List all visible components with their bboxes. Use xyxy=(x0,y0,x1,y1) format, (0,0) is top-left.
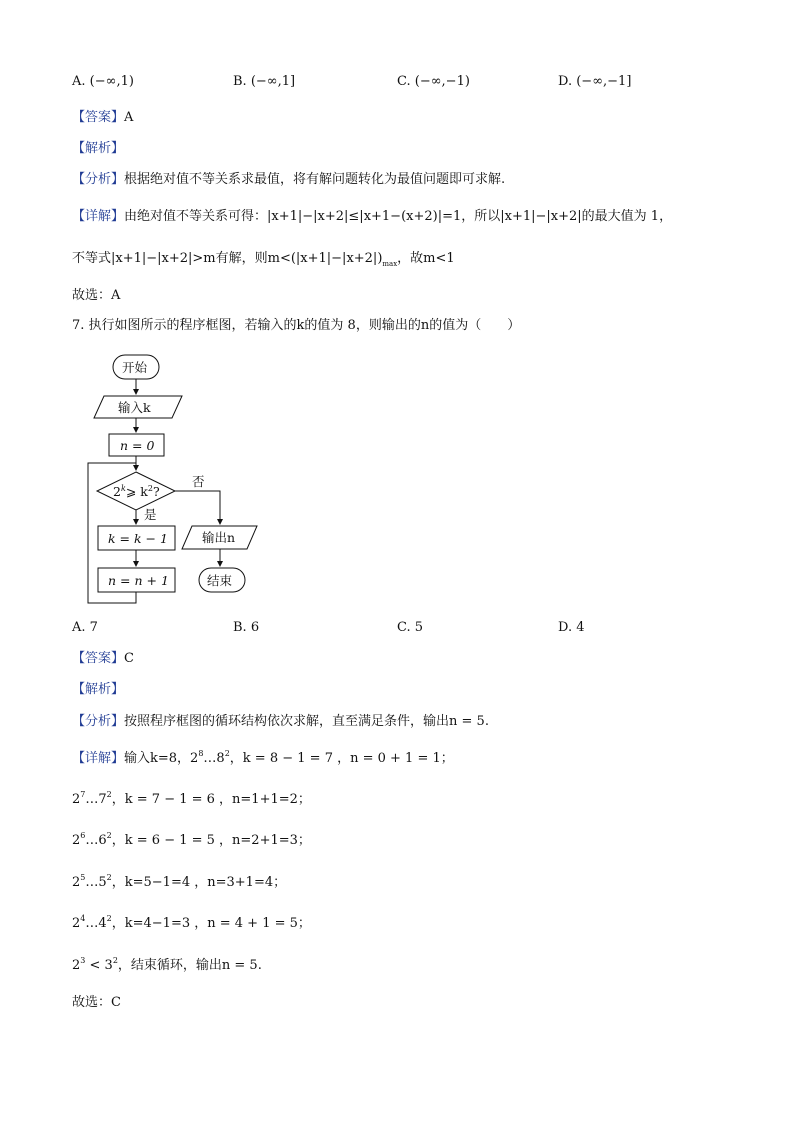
answer-tag: 【答案】 xyxy=(72,110,125,125)
q7-option-d: D. 4 xyxy=(558,620,585,635)
q6-fenxi-text: 根据绝对值不等关系求最值，将有解问题转化为最值问题即可求解. xyxy=(124,172,506,187)
q6-xiangjie-text1: 由绝对值不等关系可得：|x+1|−|x+2|≤|x+1−(x+2)|=1，所以|x+1|−|x+2|的最大值为 1， xyxy=(124,209,673,224)
q6-option-a: A. (−∞,1) xyxy=(72,74,134,89)
flowchart-end-label: 结束 xyxy=(207,573,233,588)
fenxi-tag: 【分析】 xyxy=(72,714,125,729)
flowchart-input-label: 输入k xyxy=(118,400,151,415)
q7-step-line-0: 【详解】输入k=8，$2^8\dots 8^2$，k = 8 − 1 = 7 ，n = 0 + 1 = 1； xyxy=(72,749,454,766)
flowchart-step-k-label: k = k − 1 xyxy=(108,531,168,546)
q6-option-d: D. (−∞,−1] xyxy=(558,74,632,89)
flowchart-step-n-label: n = n + 1 xyxy=(108,573,169,588)
q7-analysis-tag: 【解析】 xyxy=(72,682,125,697)
q6-option-b: B. (−∞,1] xyxy=(233,74,296,89)
q7-fenxi-text: 按照程序框图的循环结构依次求解，直至满足条件，输出n = 5. xyxy=(124,714,489,729)
q7-step-line-5: $2^3 < 3^2$，结束循环，输出n = 5. xyxy=(72,956,262,973)
xiangjie-tag: 【详解】 xyxy=(72,209,125,224)
flowchart-yes-label: 是 xyxy=(144,507,157,522)
fenxi-tag: 【分析】 xyxy=(72,172,125,187)
q7-option-b: B. 6 xyxy=(233,620,260,635)
q7-step-line-4: $2^4\dots 4^2$，k=4−1=3 ，n = 4 + 1 = 5； xyxy=(72,914,311,931)
max-subscript: max xyxy=(382,260,398,268)
q7-option-a: A. 7 xyxy=(72,620,98,635)
xiangjie-tag: 【详解】 xyxy=(72,751,125,766)
q6-option-c: C. (−∞,−1) xyxy=(397,74,470,89)
flowchart-no-label: 否 xyxy=(192,474,205,489)
q6-xiangjie-line2: 不等式|x+1|−|x+2|>m有解，则$m<(|x+1|-|x+2|)_{max}$，故m<1 xyxy=(72,251,455,268)
flowchart-output-label: 输出n xyxy=(202,530,236,545)
q6-answer: A xyxy=(124,110,134,125)
q7-fenxi-line xyxy=(72,713,489,731)
q7-stem: 7. 执行如图所示的程序框图，若输入的k的值为 8，则输出的n的值为（ ） xyxy=(72,318,521,333)
answer-tag: 【答案】 xyxy=(72,651,125,666)
q7-step-line-2: $2^6\dots 6^2$，k = 6 − 1 = 5 ，n=2+1=3； xyxy=(72,831,311,848)
q6-analysis-tag: 【解析】 xyxy=(72,141,125,156)
q7-option-c: C. 5 xyxy=(397,620,424,635)
q7-step-line-3: $2^5\dots 5^2$，k=5−1=4 ，n=3+1=4； xyxy=(72,873,287,890)
flowchart-start-label: 开始 xyxy=(122,360,148,375)
flowchart-decision-label: 2$^k$⩾ $k^2$? xyxy=(113,484,160,499)
q6-choose: 故选：A xyxy=(72,288,121,303)
q7-step-line-1: $2^7\dots 7^2$，k = 7 − 1 = 6 ，n=1+1=2； xyxy=(72,790,311,807)
flowchart-init-label: n = 0 xyxy=(120,438,155,453)
q7-answer: C xyxy=(124,651,134,666)
q7-answer-line xyxy=(72,650,134,668)
q7-choose: 故选：C xyxy=(72,995,121,1010)
